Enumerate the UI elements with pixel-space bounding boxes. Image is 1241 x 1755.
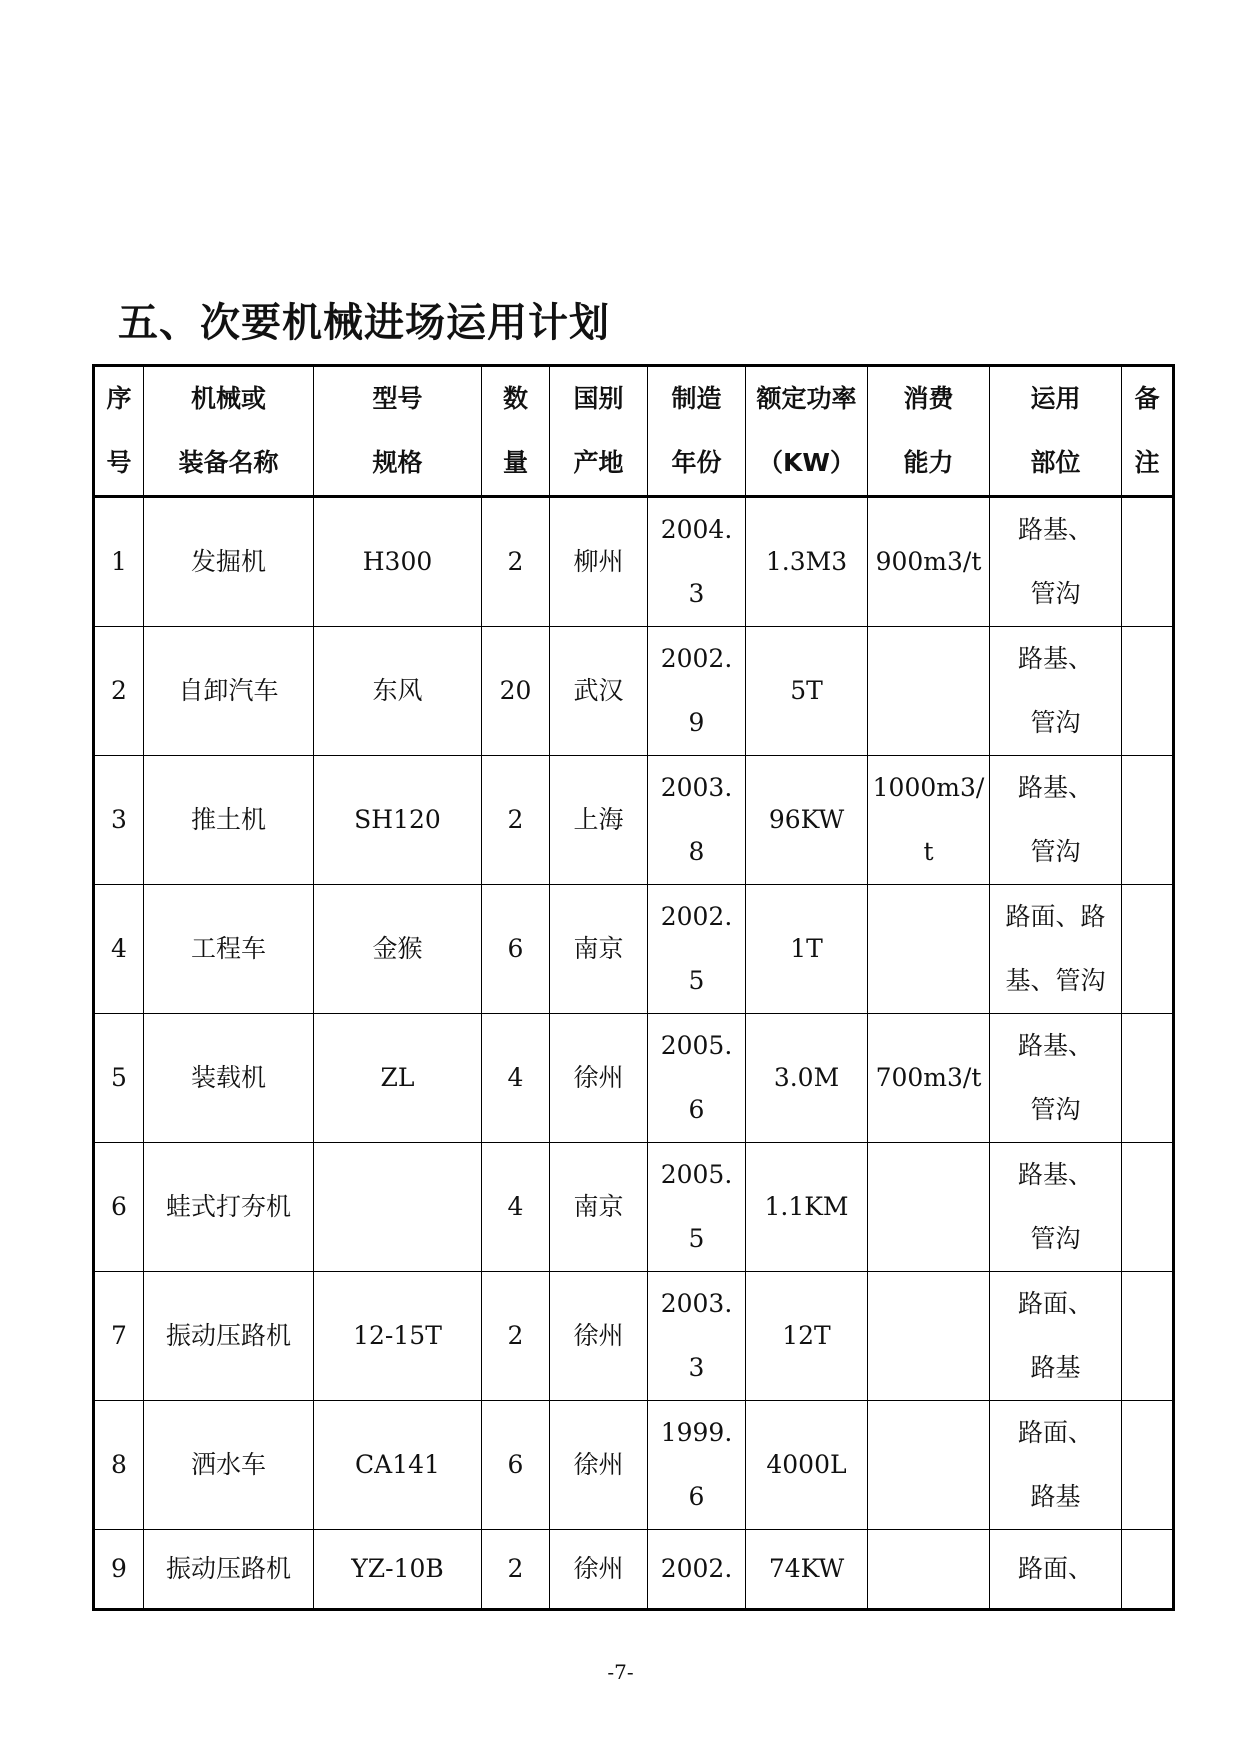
- cell-note: [1122, 497, 1174, 627]
- header-name: 机械或 装备名称: [144, 366, 314, 497]
- cell-qty: 4: [482, 1014, 550, 1143]
- cell-model: CA141: [314, 1401, 482, 1530]
- cell-power: 1.1KM: [746, 1143, 868, 1272]
- cell-note: [1122, 1401, 1174, 1530]
- cell-qty: 4: [482, 1143, 550, 1272]
- cell-note: [1122, 885, 1174, 1014]
- cell-capacity: [868, 627, 990, 756]
- cell-power: 5T: [746, 627, 868, 756]
- table-row: [94, 1014, 1174, 1143]
- cell-qty: 6: [482, 1401, 550, 1530]
- table-row: [94, 885, 1174, 1014]
- cell-qty: 6: [482, 885, 550, 1014]
- cell-no: 9: [94, 1530, 144, 1610]
- cell-origin: 徐州: [550, 1530, 648, 1610]
- cell-no: 2: [94, 627, 144, 756]
- cell-qty: 2: [482, 1272, 550, 1401]
- cell-name: 自卸汽车: [144, 627, 314, 756]
- cell-usage: 路面、: [990, 1530, 1122, 1610]
- cell-name: 振动压路机: [144, 1530, 314, 1610]
- cell-no: 4: [94, 885, 144, 1014]
- cell-power: 3.0M: [746, 1014, 868, 1143]
- header-no: 序 号: [94, 366, 144, 497]
- cell-note: [1122, 1530, 1174, 1610]
- cell-no: 8: [94, 1401, 144, 1530]
- table-row: [94, 1401, 1174, 1530]
- cell-qty: 2: [482, 1530, 550, 1610]
- cell-note: [1122, 1272, 1174, 1401]
- table-row: [94, 756, 1174, 885]
- cell-name: 工程车: [144, 885, 314, 1014]
- header-origin: 国别 产地: [550, 366, 648, 497]
- table-row: [94, 497, 1174, 627]
- header-year: 制造 年份: [648, 366, 746, 497]
- cell-power: 74KW: [746, 1530, 868, 1610]
- cell-note: [1122, 627, 1174, 756]
- cell-note: [1122, 1143, 1174, 1272]
- cell-note: [1122, 1014, 1174, 1143]
- cell-name: 装载机: [144, 1014, 314, 1143]
- cell-usage: 路基、 管沟: [990, 756, 1122, 885]
- table-row: [94, 1530, 1174, 1610]
- cell-qty: 2: [482, 497, 550, 627]
- cell-name: 蛙式打夯机: [144, 1143, 314, 1272]
- header-usage: 运用 部位: [990, 366, 1122, 497]
- cell-year: 2002. 5: [648, 885, 746, 1014]
- cell-year: 2002. 9: [648, 627, 746, 756]
- cell-power: 12T: [746, 1272, 868, 1401]
- cell-qty: 2: [482, 756, 550, 885]
- cell-no: 6: [94, 1143, 144, 1272]
- cell-year: 2005. 5: [648, 1143, 746, 1272]
- cell-usage: 路基、 管沟: [990, 627, 1122, 756]
- cell-no: 5: [94, 1014, 144, 1143]
- header-power: 额定功率 （KW）: [746, 366, 868, 497]
- table-row: [94, 1143, 1174, 1272]
- cell-year: 1999. 6: [648, 1401, 746, 1530]
- cell-capacity: [868, 1272, 990, 1401]
- cell-no: 7: [94, 1272, 144, 1401]
- cell-usage: 路面、 路基: [990, 1272, 1122, 1401]
- cell-origin: 徐州: [550, 1401, 648, 1530]
- cell-note: [1122, 756, 1174, 885]
- table-row: [94, 1272, 1174, 1401]
- cell-year: 2002.: [648, 1530, 746, 1610]
- cell-power: 1.3M3: [746, 497, 868, 627]
- cell-model: H300: [314, 497, 482, 627]
- cell-capacity: [868, 885, 990, 1014]
- cell-power: 1T: [746, 885, 868, 1014]
- header-note: 备 注: [1122, 366, 1174, 497]
- table-row: [94, 627, 1174, 756]
- cell-name: 振动压路机: [144, 1272, 314, 1401]
- cell-model: 金猴: [314, 885, 482, 1014]
- cell-usage: 路面、 路基: [990, 1401, 1122, 1530]
- cell-model: ZL: [314, 1014, 482, 1143]
- cell-model: [314, 1143, 482, 1272]
- cell-origin: 徐州: [550, 1272, 648, 1401]
- cell-capacity: 700m3/t: [868, 1014, 990, 1143]
- cell-model: 东风: [314, 627, 482, 756]
- cell-capacity: 1000m3/ t: [868, 756, 990, 885]
- cell-model: SH120: [314, 756, 482, 885]
- cell-no: 1: [94, 497, 144, 627]
- table-header-row: [94, 366, 1174, 497]
- header-model: 型号 规格: [314, 366, 482, 497]
- cell-year: 2003. 8: [648, 756, 746, 885]
- cell-origin: 柳州: [550, 497, 648, 627]
- cell-year: 2004. 3: [648, 497, 746, 627]
- header-capacity: 消费 能力: [868, 366, 990, 497]
- cell-usage: 路基、 管沟: [990, 497, 1122, 627]
- table-body: [94, 497, 1174, 1610]
- cell-origin: 徐州: [550, 1014, 648, 1143]
- cell-usage: 路基、 管沟: [990, 1143, 1122, 1272]
- cell-model: 12-15T: [314, 1272, 482, 1401]
- cell-origin: 上海: [550, 756, 648, 885]
- cell-capacity: [868, 1530, 990, 1610]
- cell-power: 96KW: [746, 756, 868, 885]
- page-number: -7-: [607, 1660, 634, 1684]
- cell-name: 推土机: [144, 756, 314, 885]
- cell-capacity: 900m3/t: [868, 497, 990, 627]
- cell-qty: 20: [482, 627, 550, 756]
- cell-origin: 南京: [550, 885, 648, 1014]
- cell-usage: 路面、路 基、管沟: [990, 885, 1122, 1014]
- cell-power: 4000L: [746, 1401, 868, 1530]
- cell-capacity: [868, 1143, 990, 1272]
- cell-name: 洒水车: [144, 1401, 314, 1530]
- header-qty: 数 量: [482, 366, 550, 497]
- machinery-plan-table: [92, 364, 1175, 1611]
- cell-origin: 武汉: [550, 627, 648, 756]
- cell-usage: 路基、 管沟: [990, 1014, 1122, 1143]
- cell-name: 发掘机: [144, 497, 314, 627]
- cell-capacity: [868, 1401, 990, 1530]
- cell-year: 2003. 3: [648, 1272, 746, 1401]
- cell-origin: 南京: [550, 1143, 648, 1272]
- page-title: 五、次要机械进场运用计划: [118, 300, 610, 346]
- cell-model: YZ-10B: [314, 1530, 482, 1610]
- cell-no: 3: [94, 756, 144, 885]
- cell-year: 2005. 6: [648, 1014, 746, 1143]
